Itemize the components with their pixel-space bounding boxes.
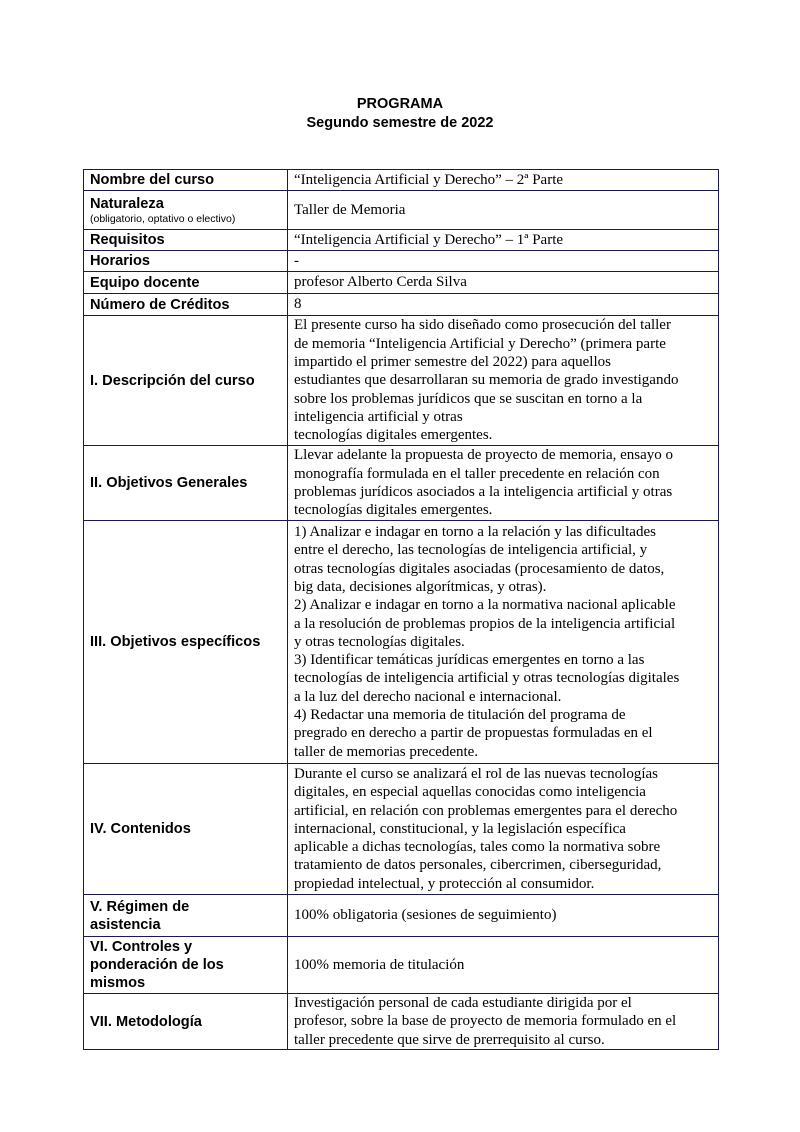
teaching-team-value: profesor Alberto Cerda Silva [288, 272, 719, 294]
attendance-value: 100% obligatoria (sesiones de seguimiento) [288, 895, 719, 937]
text-line: de memoria “Inteligencia Artificial y Derecho” (primera parte [294, 335, 666, 352]
text-line: Investigación personal de cada estudiante dirigida por el [294, 995, 632, 1012]
row-label: VII. Metodología [84, 994, 288, 1050]
specific-objectives-value [288, 521, 719, 764]
row-label-text: VI. Controles y [90, 939, 193, 955]
table-row [84, 272, 719, 294]
text-line: internacional, constitucional, y la legislación específica [294, 820, 626, 837]
text-line: El presente curso ha sido diseñado como prosecución del taller [294, 317, 671, 334]
row-label-text: asistencia [90, 916, 161, 933]
row-label [84, 895, 288, 937]
table-row [84, 937, 719, 994]
row-label: Horarios [84, 251, 288, 272]
text-line: tratamiento de datos personales, cibercrimen, ciberseguridad, [294, 857, 662, 874]
text-line: otras tecnologías digitales asociadas (procesamiento de datos, [294, 560, 665, 577]
row-label: III. Objetivos específicos [84, 521, 288, 764]
row-label: Requisitos [84, 230, 288, 251]
row-label-text: V. Régimen de [90, 898, 190, 915]
text-line: 4) Redactar una memoria de titulación del programa de [294, 707, 626, 724]
table-row [84, 170, 719, 191]
row-label: Número de Créditos [84, 294, 288, 316]
row-label-text: Naturaleza [90, 196, 164, 212]
table-row [84, 446, 719, 521]
text-line: aplicable a dichas tecnologías, tales como la normativa sobre [294, 839, 661, 856]
table-row [84, 994, 719, 1050]
text-line: 1) Analizar e indagar en torno a la relación y las dificultades [294, 524, 656, 541]
text-line: tecnologías digitales emergentes. [294, 427, 493, 444]
text-line: taller de memorias precedente. [294, 743, 479, 760]
general-objectives-value [288, 446, 719, 521]
table-row [84, 316, 719, 446]
text-line: profesor, sobre la base de proyecto de memoria formulado en el [294, 1013, 677, 1030]
text-line: Durante el curso se analizará el rol de las nuevas tecnologías [294, 765, 659, 782]
contents-value [288, 764, 719, 895]
text-line: tecnologías de inteligencia artificial y otras tecnologías digitales [294, 670, 680, 687]
row-label: Equipo docente [84, 272, 288, 294]
document-title: PROGRAMA [356, 96, 444, 112]
row-label: Nombre del curso [84, 170, 288, 191]
text-line: digitales, en especial aquellas conocidas como inteligencia [294, 784, 646, 801]
course-name-value: “Inteligencia Artificial y Derecho” – 2ª Parte [288, 170, 719, 191]
row-label: II. Objetivos Generales [84, 446, 288, 521]
row-label-text: ponderación de los [90, 957, 224, 973]
text-line: tecnologías digitales emergentes. [294, 502, 493, 519]
row-label: IV. Contenidos [84, 764, 288, 895]
table-row [84, 230, 719, 251]
text-line: problemas jurídicos asociados a la inteligencia artificial y otras [294, 484, 673, 500]
table-row [84, 294, 719, 316]
row-sublabel: (obligatorio, optativo o electivo) [90, 213, 236, 225]
row-label: I. Descripción del curso [84, 316, 288, 446]
text-line: sobre los problemas jurídicos que se suscitan en torno a la [294, 390, 643, 407]
requirements-value: “Inteligencia Artificial y Derecho” – 1ª Parte [288, 230, 719, 251]
text-line: propiedad intelectual, y protección al consumidor. [294, 875, 595, 892]
nature-value: Taller de Memoria [288, 191, 719, 230]
row-label [84, 937, 288, 994]
text-line: Llevar adelante la propuesta de proyecto de memoria, ensayo o [294, 447, 674, 464]
description-value [288, 316, 719, 446]
table-row [84, 521, 719, 764]
text-line: a la resolución de problemas propios de la inteligencia artificial [294, 615, 676, 632]
course-program-table [83, 169, 719, 1050]
row-label [84, 191, 288, 230]
document-header [0, 95, 800, 133]
row-label-text: mismos [90, 975, 146, 991]
evaluation-value: 100% memoria de titulación [288, 937, 719, 994]
methodology-value [288, 994, 719, 1050]
text-line: monografía formulada en el taller precedente en relación con [294, 465, 660, 482]
table-row [84, 191, 719, 230]
credits-value: 8 [288, 294, 719, 316]
text-line: impartido el primer semestre del 2022) para aquellos [294, 354, 611, 371]
text-line: entre el derecho, las tecnologías de inteligencia artificial, y [294, 542, 648, 559]
table-row [84, 895, 719, 937]
text-line: pregrado en derecho a partir de propuestas formuladas en el [294, 725, 653, 742]
table-row [84, 251, 719, 272]
text-line: artificial, en relación con problemas emergentes para el derecho [294, 802, 678, 819]
text-line: taller precedente que sirve de prerrequisito al curso. [294, 1031, 605, 1048]
text-line: inteligencia artificial y otras [294, 408, 463, 425]
table-row [84, 764, 719, 895]
text-line: 2) Analizar e indagar en torno a la normativa nacional aplicable [294, 597, 676, 614]
text-line: big data, decisiones algorítmicas, y otras). [294, 578, 547, 595]
text-line: 3) Identificar temáticas jurídicas emergentes en torno a las [294, 652, 645, 669]
text-line: a la luz del derecho nacional e internacional. [294, 688, 562, 705]
text-line: y otras tecnologías digitales. [294, 633, 465, 650]
document-subtitle: Segundo semestre de 2022 [306, 115, 494, 131]
schedule-value: - [288, 251, 719, 272]
text-line: estudiantes que desarrollaran su memoria de grado investigando [294, 372, 679, 389]
